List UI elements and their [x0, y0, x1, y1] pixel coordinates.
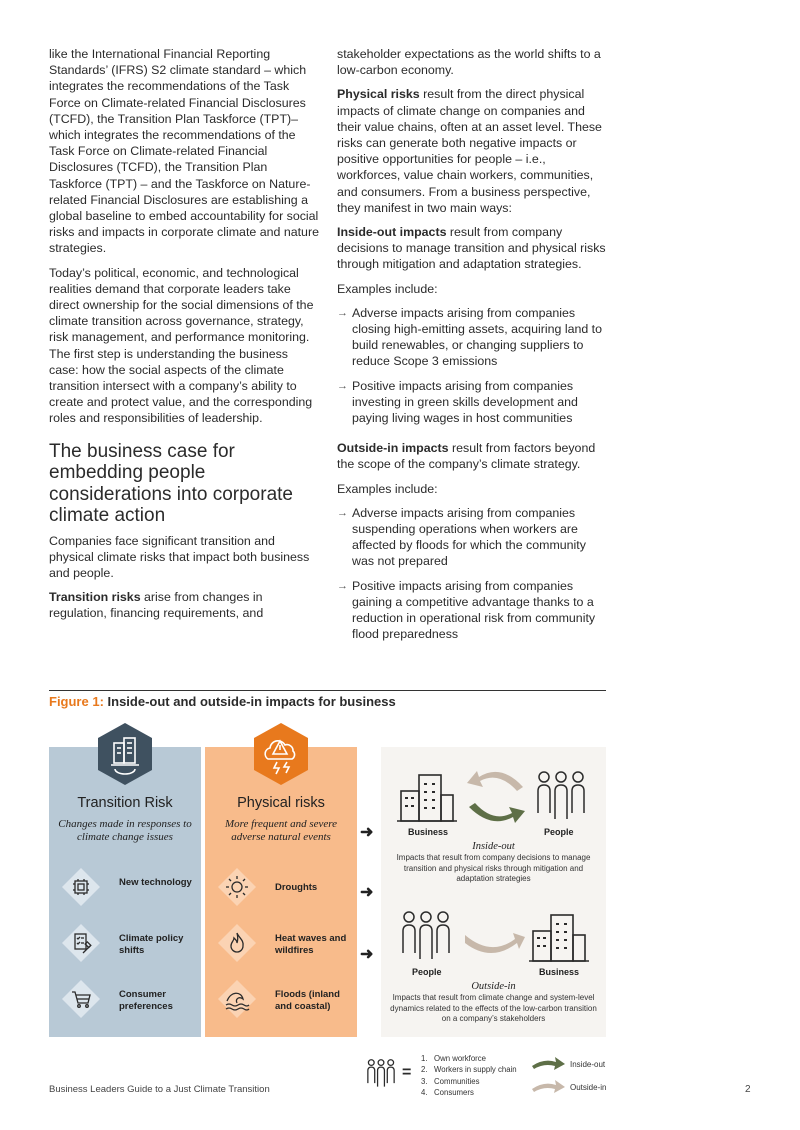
connector-arrow-icon: ➜	[360, 824, 374, 841]
legend-outside-in-label: Outside-in	[570, 1083, 607, 1092]
transition-item-label: Climate policy shifts	[119, 933, 184, 956]
list-item: 1. Own workforce	[421, 1054, 487, 1063]
transition-item-label: Consumer preferences	[119, 989, 173, 1012]
outside-in-examples-list	[337, 505, 611, 643]
connector-arrow-icon: ➜	[360, 884, 374, 901]
transition-risks-paragraph	[49, 589, 321, 621]
inside-out-description: Impacts that result from company decisions to manage transition and physical risks through mitigation and adaptation strategies	[396, 853, 591, 883]
outside-in-heading: Outside-in	[471, 981, 516, 992]
list-item: 3. Communities	[421, 1076, 480, 1086]
physical-item-label: Heat waves and wildfires	[275, 933, 347, 956]
legend-equals: =	[402, 1064, 412, 1081]
transition-item-new-technology	[61, 867, 201, 907]
page-number: 2	[745, 1084, 751, 1095]
legend-people-list	[421, 1053, 517, 1098]
inside-out-examples-list	[337, 305, 611, 426]
flame-icon	[217, 923, 257, 963]
shopping-cart-icon	[61, 979, 101, 1019]
outside-in-term: Outside-in impacts	[337, 441, 449, 456]
list-item: 2. Workers in supply chain	[421, 1065, 517, 1075]
physical-item-heat-waves	[217, 923, 357, 963]
inside-out-right-label: People	[544, 827, 574, 837]
impact-exchange-arrows-icon	[461, 761, 531, 833]
business-buildings-icon	[529, 909, 589, 965]
transition-risk-panel	[49, 747, 201, 1037]
examples-label: Examples include:	[337, 281, 438, 296]
transition-buildings-icon	[95, 721, 155, 787]
physical-risks-panel	[205, 747, 357, 1037]
people-group-icon	[399, 909, 453, 965]
outside-in-description: Impacts that result from climate change and system-level dynamics related to the effects of the low-carbon transition on a company’s stakeholders	[390, 993, 597, 1023]
physical-item-floods	[217, 979, 357, 1019]
intro-paragraph: like the International Financial Reporting Standards’ (IFRS) S2 climate standard – which integrates the recommendations of the Task Force on Climate-related Financial Disclosures (TCFD), the Transition Plan Taskforce (TPT)– which integrates the recommendations of the Task Force on Climate-related Financial Disclosures (TCFD), the Transition Plan Taskforce (TPT) – and the Taskforce on Nature-related Financial Disclosures are establishing a global baseline to embed accountability for social risks and impacts in corporate climate and nature strategies.	[49, 47, 319, 256]
legend-people-icon	[364, 1058, 398, 1090]
physical-item-droughts	[217, 867, 357, 907]
policy-document-icon	[61, 923, 101, 963]
outside-in-arrow-icon	[461, 921, 527, 957]
chip-icon	[61, 867, 101, 907]
list-item: → Positive impacts arising from companies gaining a competitive advantage thanks to a reduction in operational risk from community flood preparedness	[337, 578, 611, 643]
physical-risks-text: result from the direct physical impacts of climate change on companies and their value chains, often at an asset level. These risks can generate both negative impacts or positive opportunities for people – i.e., workforces, value chain workers, communities, and consumers. From a business perspective, they manifest in two main ways:	[337, 87, 602, 215]
transition-panel-subtitle: Changes made in responses to climate change issues	[58, 818, 192, 843]
business-buildings-icon	[397, 769, 457, 825]
transition-item-label: New technology	[119, 877, 192, 888]
physical-risks-term: Physical risks	[337, 87, 420, 102]
physical-item-label: Floods (inland and coastal)	[275, 989, 340, 1012]
inside-out-term: Inside-out impacts	[337, 225, 447, 240]
outside-in-paragraph	[337, 440, 611, 472]
sun-icon	[217, 867, 257, 907]
outside-in-text: result from factors beyond the scope of the company’s climate strategy.	[337, 441, 596, 472]
transition-panel-title: Transition Risk	[77, 795, 173, 811]
transition-item-climate-policy	[61, 923, 201, 963]
transition-risks-term: Transition risks	[49, 590, 141, 605]
legend-outside-in-arrow-icon	[530, 1079, 566, 1095]
connector-arrow-icon: ➜	[360, 946, 374, 963]
figure-title	[49, 694, 396, 709]
list-item: → Adverse impacts arising from companies suspending operations when workers are affected by floods for which the community was not prepared	[337, 505, 611, 570]
section-heading: The business case for embedding people considerations into corporate climate action	[49, 440, 293, 527]
list-item: → Positive impacts arising from companies investing in green skills development and paying living wages in host communities	[337, 378, 611, 427]
inside-out-left-label: Business	[408, 827, 449, 837]
outside-in-left-label: People	[412, 967, 442, 977]
figure-number: Figure 1:	[49, 694, 104, 709]
physical-hazard-icon	[251, 721, 311, 787]
list-item: 4. Consumers	[421, 1087, 474, 1097]
physical-item-label: Droughts	[275, 882, 318, 893]
left-column	[49, 46, 321, 630]
impacts-box	[381, 747, 606, 1037]
outside-in-right-label: Business	[539, 967, 580, 977]
inside-out-heading: Inside-out	[472, 841, 515, 852]
transition-risks-text: arise from changes in regulation, financing requirements, and	[49, 590, 264, 621]
right-column	[337, 46, 611, 653]
physical-panel-title: Physical risks	[237, 795, 325, 811]
inside-out-paragraph	[337, 224, 611, 273]
wave-icon	[217, 979, 257, 1019]
footer-title: Business Leaders Guide to a Just Climate Transition	[49, 1084, 270, 1095]
figure-divider	[49, 690, 606, 691]
transition-item-consumer-preferences	[61, 979, 201, 1019]
companies-paragraph: Companies face significant transition and physical climate risks that impact both business and people.	[49, 533, 310, 581]
legend-inside-out-arrow-icon	[530, 1056, 566, 1072]
examples-label: Examples include:	[337, 481, 438, 496]
physical-risks-paragraph	[337, 86, 611, 216]
inside-out-text: result from company decisions to manage transition and physical risks through mitigation and adaptation strategies.	[337, 225, 606, 272]
realities-paragraph: Today’s political, economic, and technological realities demand that corporate leaders take direct ownership for the social dimensions of the climate transition across governance, strategy, risk management, and performance monitoring. The first step is understanding the business case: how the social aspects of the climate transition intersect with a company’s ability to create and protect value, and the corresponding roles and responsibilities of leadership.	[49, 265, 314, 426]
list-item: → Adverse impacts arising from companies closing high-emitting assets, acquiring land to build renewables, or changing suppliers to reduce Scope 3 emissions	[337, 305, 611, 370]
legend-inside-out-label: Inside-out	[570, 1060, 606, 1069]
continuation-paragraph: stakeholder expectations as the world shifts to a low-carbon economy.	[337, 47, 601, 78]
people-group-icon	[534, 769, 588, 825]
physical-panel-subtitle: More frequent and severe adverse natural events	[224, 818, 338, 843]
figure-title-text: Inside-out and outside-in impacts for business	[103, 694, 396, 709]
